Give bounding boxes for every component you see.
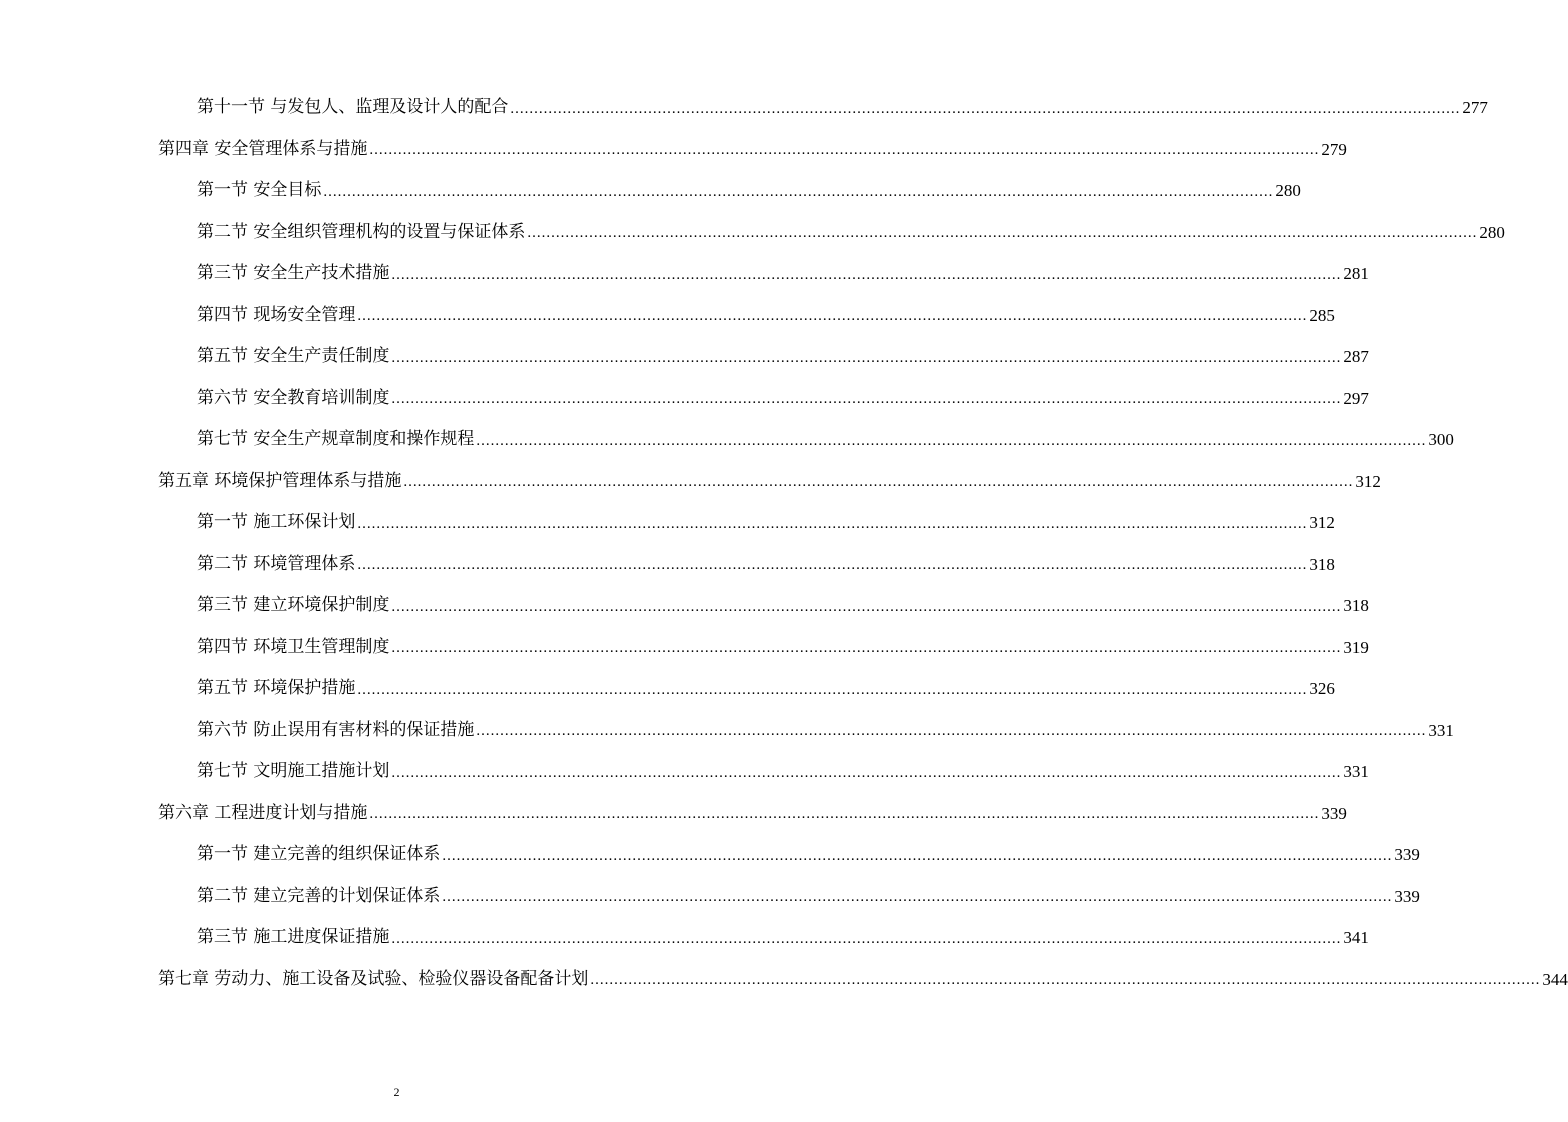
table-of-contents: [0, 87, 1568, 1000]
toc-entry-page: 279: [1321, 139, 1347, 159]
toc-entry-title: 第五节 环境保护措施: [197, 678, 356, 699]
toc-entry-page: 318: [1309, 554, 1335, 574]
toc-dot-leader: ........................................................................................................................................................................................................: [391, 640, 1342, 657]
toc-entry-title: 第四节 环境卫生管理制度: [197, 636, 390, 657]
toc-entry-title: 第五节 安全生产责任制度: [197, 346, 390, 367]
toc-dot-leader: ........................................................................................................................................................................................................: [369, 142, 1320, 159]
toc-section-entry[interactable]: [197, 876, 1420, 918]
toc-entry-title: 第五章 环境保护管理体系与措施: [158, 470, 402, 491]
toc-dot-leader: ........................................................................................................................................................................................................: [510, 100, 1461, 117]
toc-entry-title: 第七节 安全生产规章制度和操作规程: [197, 429, 475, 450]
toc-entry-title: 第六节 安全教育培训制度: [197, 387, 390, 408]
toc-entry-title: 第六节 防止误用有害材料的保证措施: [197, 719, 475, 740]
toc-entry-page: 280: [1275, 181, 1301, 201]
toc-section-entry[interactable]: [197, 627, 1369, 669]
toc-entry-page: 326: [1309, 679, 1335, 699]
toc-dot-leader: ........................................................................................................................................................................................................: [357, 681, 1308, 698]
toc-entry-page: 280: [1479, 222, 1505, 242]
toc-section-entry[interactable]: [197, 253, 1369, 295]
toc-section-entry[interactable]: [197, 751, 1369, 793]
toc-dot-leader: ........................................................................................................................................................................................................: [369, 806, 1320, 823]
toc-entry-page: 331: [1343, 762, 1369, 782]
toc-dot-leader: ........................................................................................................................................................................................................: [357, 308, 1308, 325]
toc-chapter-entry[interactable]: [158, 959, 1568, 1001]
toc-section-entry[interactable]: [197, 502, 1335, 544]
toc-entry-page: 318: [1343, 596, 1369, 616]
toc-dot-leader: ........................................................................................................................................................................................................: [357, 557, 1308, 574]
toc-section-entry[interactable]: [197, 170, 1301, 212]
toc-dot-leader: ........................................................................................................................................................................................................: [391, 598, 1342, 615]
toc-entry-title: 第四章 安全管理体系与措施: [158, 138, 368, 159]
toc-dot-leader: ........................................................................................................................................................................................................: [391, 349, 1342, 366]
toc-entry-title: 第六章 工程进度计划与措施: [158, 802, 368, 823]
toc-dot-leader: ........................................................................................................................................................................................................: [391, 266, 1342, 283]
toc-chapter-entry[interactable]: [158, 461, 1381, 503]
toc-entry-page: 339: [1394, 886, 1420, 906]
toc-chapter-entry[interactable]: [158, 793, 1347, 835]
toc-entry-title: 第二节 环境管理体系: [197, 553, 356, 574]
toc-entry-title: 第一节 安全目标: [197, 180, 322, 201]
toc-section-entry[interactable]: [197, 336, 1369, 378]
toc-entry-page: 281: [1343, 264, 1369, 284]
toc-entry-page: 344: [1542, 969, 1568, 989]
toc-entry-title: 第四节 现场安全管理: [197, 304, 356, 325]
toc-dot-leader: ........................................................................................................................................................................................................: [476, 723, 1427, 740]
toc-dot-leader: ........................................................................................................................................................................................................: [391, 930, 1342, 947]
toc-section-entry[interactable]: [197, 212, 1505, 254]
toc-dot-leader: ........................................................................................................................................................................................................: [590, 972, 1541, 989]
toc-section-entry[interactable]: [197, 295, 1335, 337]
toc-dot-leader: ........................................................................................................................................................................................................: [357, 515, 1308, 532]
toc-entry-page: 297: [1343, 388, 1369, 408]
toc-section-entry[interactable]: [197, 710, 1454, 752]
page-number: 2: [393, 1085, 400, 1099]
toc-entry-page: 331: [1428, 720, 1454, 740]
toc-entry-page: 319: [1343, 637, 1369, 657]
toc-section-entry[interactable]: [197, 419, 1454, 461]
toc-entry-page: 339: [1321, 803, 1347, 823]
toc-entry-title: 第三节 建立环境保护制度: [197, 595, 390, 616]
toc-entry-page: 312: [1355, 471, 1381, 491]
toc-entry-page: 300: [1428, 430, 1454, 450]
toc-dot-leader: ........................................................................................................................................................................................................: [323, 183, 1274, 200]
toc-entry-title: 第二节 建立完善的计划保证体系: [197, 885, 441, 906]
toc-dot-leader: ........................................................................................................................................................................................................: [391, 391, 1342, 408]
toc-dot-leader: ........................................................................................................................................................................................................: [403, 474, 1354, 491]
toc-entry-page: 339: [1394, 845, 1420, 865]
toc-section-entry[interactable]: [197, 87, 1488, 129]
toc-entry-title: 第一节 建立完善的组织保证体系: [197, 844, 441, 865]
toc-entry-page: 277: [1462, 98, 1488, 118]
toc-section-entry[interactable]: [197, 834, 1420, 876]
toc-section-entry[interactable]: [197, 378, 1369, 420]
toc-entry-page: 341: [1343, 928, 1369, 948]
toc-entry-title: 第十一节 与发包人、监理及设计人的配合: [197, 97, 509, 118]
toc-entry-title: 第七节 文明施工措施计划: [197, 761, 390, 782]
toc-entry-title: 第一节 施工环保计划: [197, 512, 356, 533]
toc-entry-title: 第三节 安全生产技术措施: [197, 263, 390, 284]
toc-entry-title: 第二节 安全组织管理机构的设置与保证体系: [197, 221, 526, 242]
toc-entry-page: 287: [1343, 347, 1369, 367]
toc-dot-leader: ........................................................................................................................................................................................................: [442, 847, 1393, 864]
toc-dot-leader: ........................................................................................................................................................................................................: [527, 225, 1478, 242]
toc-section-entry[interactable]: [197, 917, 1369, 959]
toc-section-entry[interactable]: [197, 585, 1369, 627]
toc-chapter-entry[interactable]: [158, 129, 1347, 171]
toc-entry-title: 第三节 施工进度保证措施: [197, 927, 390, 948]
toc-dot-leader: ........................................................................................................................................................................................................: [476, 432, 1427, 449]
toc-section-entry[interactable]: [197, 544, 1335, 586]
toc-entry-title: 第七章 劳动力、施工设备及试验、检验仪器设备配备计划: [158, 968, 589, 989]
toc-dot-leader: ........................................................................................................................................................................................................: [442, 889, 1393, 906]
toc-entry-page: 312: [1309, 513, 1335, 533]
toc-entry-page: 285: [1309, 305, 1335, 325]
toc-dot-leader: ........................................................................................................................................................................................................: [391, 764, 1342, 781]
toc-section-entry[interactable]: [197, 668, 1335, 710]
